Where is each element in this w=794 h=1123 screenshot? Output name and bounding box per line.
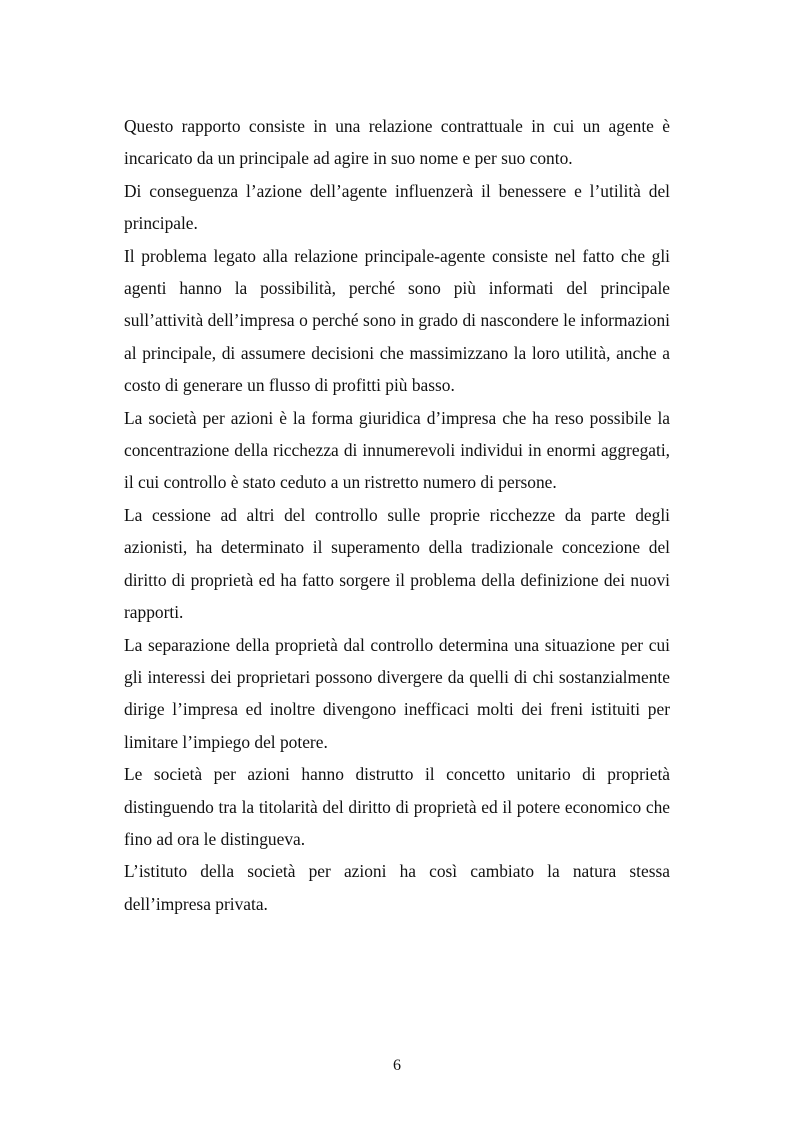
paragraph-4: La società per azioni è la forma giuridica d’impresa che ha reso possibile la concentrazione della ricchezza di innumerevoli individui in enormi aggregati, il cui controllo è stato ceduto a un ristretto numero di persone. [124, 407, 670, 493]
paragraph-1: Questo rapporto consiste in una relazione contrattuale in cui un agente è incaricato da un principale ad agire in suo nome e per suo conto. [124, 116, 670, 169]
paragraph-6: La separazione della proprietà dal controllo determina una situazione per cui gli interessi dei proprietari possono divergere da quelli di chi sostanzialmente dirige l’impresa ed inoltre divengono inefficaci molti dei freni istituiti per limitare l’impiego del potere. [124, 634, 670, 752]
paragraph-3: Il problema legato alla relazione principale-agente consiste nel fatto che gli agenti hanno la possibilità, perché sono più informati del principale sull’attività dell’impresa o perché sono in grado di nascondere le informazioni al principale, di assumere decisioni che massimizzano la loro utilità, anche a costo di generare un flusso di profitti più basso. [124, 245, 670, 396]
body-text [124, 110, 670, 920]
paragraph-5: La cessione ad altri del controllo sulle proprie ricchezze da parte degli azionisti, ha determinato il superamento della tradizionale concezione del diritto di proprietà ed ha fatto sorgere il problema della definizione dei nuovi rapporti. [124, 504, 670, 623]
page-number: 6 [393, 1057, 401, 1074]
paragraph-2: Di conseguenza l’azione dell’agente influenzerà il benessere e l’utilità del principale. [124, 180, 670, 234]
paragraph-8: L’istituto della società per azioni ha così cambiato la natura stessa dell’impresa privata. [124, 861, 670, 914]
paragraph-7: Le società per azioni hanno distrutto il concetto unitario di proprietà distinguendo tra la titolarità del diritto di proprietà ed il potere economico che fino ad ora le distingueva. [124, 764, 670, 849]
